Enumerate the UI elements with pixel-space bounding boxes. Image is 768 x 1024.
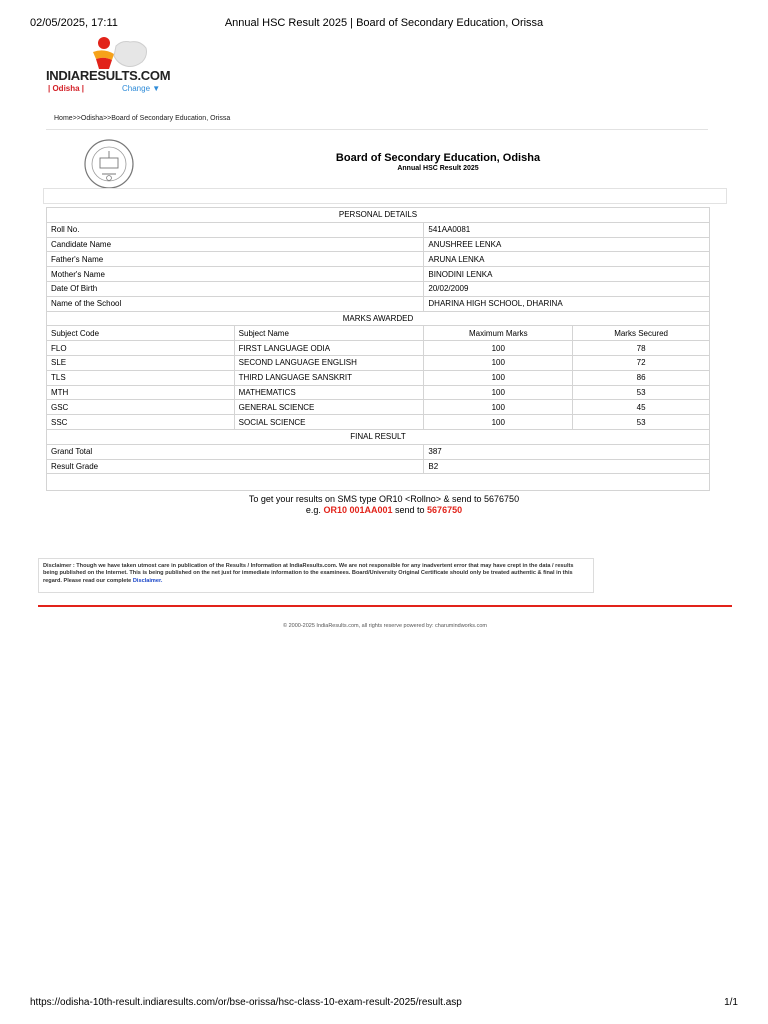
personal-row (47, 252, 710, 267)
copyright: © 2000-2025 IndiaResults.com, all rights reserve powered by: charumindworks.com (283, 623, 487, 629)
marks-secured: 53 (573, 415, 710, 430)
max-marks: 100 (424, 385, 573, 400)
subject-name: FIRST LANGUAGE ODIA (234, 341, 424, 356)
detail-value: ARUNA LENKA (424, 252, 710, 267)
marks-header-row (47, 326, 710, 341)
board-seal-icon (82, 138, 136, 190)
marks-awarded-heading: MARKS AWARDED (47, 311, 710, 326)
sms-code: OR10 001AA001 (323, 505, 393, 515)
state-label: | Odisha | (48, 84, 85, 93)
max-marks: 100 (424, 355, 573, 370)
subject-name: GENERAL SCIENCE (234, 400, 424, 415)
column-header-secured: Marks Secured (573, 326, 710, 341)
subject-name: THIRD LANGUAGE SANSKRIT (234, 370, 424, 385)
breadcrumb-state[interactable]: Odisha (80, 115, 104, 122)
personal-row (47, 222, 710, 237)
column-header-code: Subject Code (47, 326, 235, 341)
detail-value: DHARINA HIGH SCHOOL, DHARINA (424, 296, 710, 311)
detail-label: Date Of Birth (47, 281, 424, 296)
subject-code: SSC (47, 415, 235, 430)
marks-row (47, 385, 710, 400)
subject-code: TLS (47, 370, 235, 385)
print-page-number: 1/1 (724, 997, 738, 1008)
section-header-row (47, 208, 710, 223)
personal-row (47, 281, 710, 296)
final-label: Grand Total (47, 444, 424, 459)
disclaimer-link[interactable]: Disclaimer. (132, 577, 163, 584)
result-table (46, 207, 710, 491)
marks-secured: 72 (573, 355, 710, 370)
detail-value: 541AA0081 (424, 222, 710, 237)
detail-label: Roll No. (47, 222, 424, 237)
column-header-name: Subject Name (234, 326, 424, 341)
final-row (47, 444, 710, 459)
final-value: 387 (424, 444, 710, 459)
detail-label: Mother's Name (47, 267, 424, 282)
print-timestamp: 02/05/2025, 17:11 (30, 17, 118, 29)
marks-secured: 86 (573, 370, 710, 385)
change-state-link[interactable]: Change ▼ (122, 84, 161, 93)
board-subtitle: Annual HSC Result 2025 (397, 165, 479, 172)
sms-send-to: send to (395, 505, 425, 515)
personal-row (47, 267, 710, 282)
breadcrumb-board[interactable]: Board of Secondary Education, Orissa (111, 115, 231, 122)
subject-name: MATHEMATICS (234, 385, 424, 400)
sms-number: 5676750 (427, 505, 463, 515)
board-title: Board of Secondary Education, Odisha (335, 152, 541, 164)
subject-code: MTH (47, 385, 235, 400)
marks-secured: 53 (573, 385, 710, 400)
max-marks: 100 (424, 415, 573, 430)
final-value: B2 (424, 459, 710, 474)
print-url: https://odisha-10th-result.indiaresults.com/or/bse-orissa/hsc-class-10-exam-result-2025/result.asp (30, 997, 462, 1008)
print-page-title: Annual HSC Result 2025 | Board of Secondary Education, Orissa (224, 17, 544, 29)
site-logo[interactable] (46, 36, 171, 98)
marks-secured: 78 (573, 341, 710, 356)
disclaimer-box (38, 558, 594, 593)
final-label: Result Grade (47, 459, 424, 474)
subject-code: FLO (47, 341, 235, 356)
detail-label: Name of the School (47, 296, 424, 311)
blank-cell (47, 474, 710, 491)
final-row (47, 459, 710, 474)
section-header-row (47, 429, 710, 444)
detail-value: 20/02/2009 (424, 281, 710, 296)
breadcrumb-separator: >> (72, 115, 81, 122)
subject-code: GSC (47, 400, 235, 415)
marks-row (47, 341, 710, 356)
column-header-max: Maximum Marks (424, 326, 573, 341)
marks-row (47, 355, 710, 370)
empty-banner (43, 188, 727, 204)
subject-name: SECOND LANGUAGE ENGLISH (234, 355, 424, 370)
sms-example (46, 505, 722, 515)
max-marks: 100 (424, 400, 573, 415)
section-header-row (47, 311, 710, 326)
detail-value: BINODINI LENKA (424, 267, 710, 282)
divider (46, 129, 708, 130)
sms-eg: e.g. (305, 505, 321, 515)
detail-value: ANUSHREE LENKA (424, 237, 710, 252)
print-header (30, 17, 738, 31)
detail-label: Father's Name (47, 252, 424, 267)
detail-label: Candidate Name (47, 237, 424, 252)
blank-row (47, 474, 710, 491)
brand-name: INDIARESULTS.COM (46, 68, 171, 83)
marks-row (47, 370, 710, 385)
sms-instructions: To get your results on SMS type OR10 <Rollno> & send to 5676750 (248, 494, 520, 504)
personal-row (47, 237, 710, 252)
final-result-heading: FINAL RESULT (47, 429, 710, 444)
personal-row (47, 296, 710, 311)
personal-details-heading: PERSONAL DETAILS (47, 208, 710, 223)
print-footer (30, 997, 738, 1011)
max-marks: 100 (424, 370, 573, 385)
marks-row (47, 415, 710, 430)
disclaimer-text: Disclaimer : Though we have taken utmost care in publication of the Results / Information at IndiaResults.com. We are not responsible for any inadvertent error that may have crept in the data / results being published on the Internet. This is being published on the net just for immediate information to the examinees. Board/University Original Certificate should only be treated authentic & final in this regard. Please read our complete (43, 563, 574, 584)
max-marks: 100 (424, 341, 573, 356)
subject-code: SLE (47, 355, 235, 370)
odisha-map-icon (110, 38, 152, 70)
footer-divider (38, 605, 732, 607)
breadcrumb-home[interactable]: Home (54, 115, 73, 122)
marks-secured: 45 (573, 400, 710, 415)
breadcrumb (54, 115, 230, 122)
marks-row (47, 400, 710, 415)
subject-name: SOCIAL SCIENCE (234, 415, 424, 430)
breadcrumb-separator: >> (103, 115, 112, 122)
